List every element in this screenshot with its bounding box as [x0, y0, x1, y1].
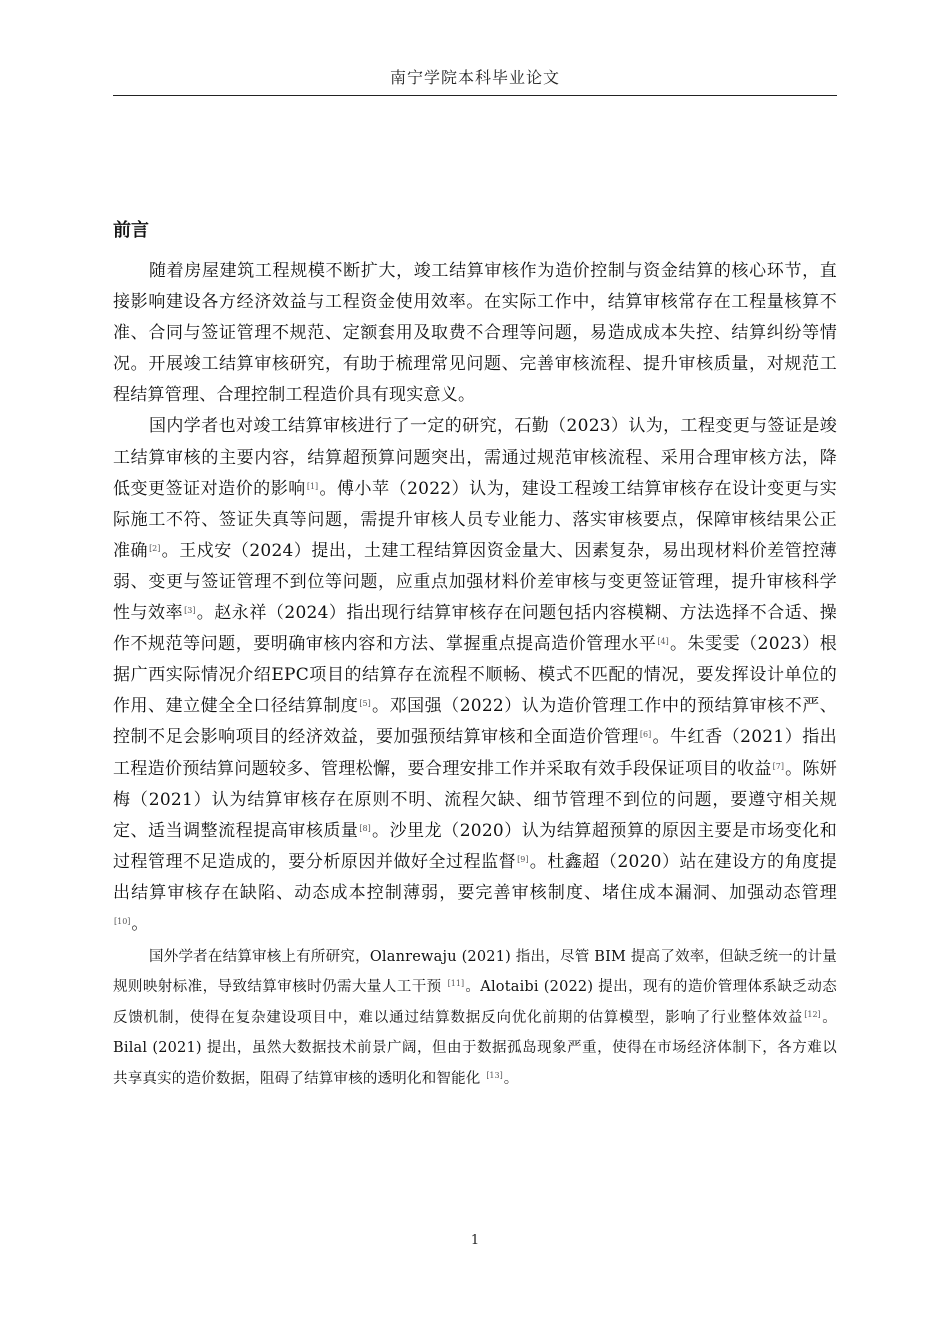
citation-marker: [10] — [114, 916, 131, 926]
citation-marker: [4] — [657, 637, 669, 647]
section-heading: 前言 — [113, 220, 149, 241]
paragraph-text: 。 — [131, 913, 149, 934]
paragraph-domestic-research — [113, 411, 837, 940]
citation-marker: [1] — [306, 481, 319, 491]
paragraph-text: 。赵永祥（2024）指出现行结算审核存在问题包括内容模糊、方法选择不合适、操作不规范等问题，要明确审核内容和方法、掌握重点提高造价管理水平 — [113, 603, 838, 655]
page-number: 1 — [470, 1233, 480, 1248]
citation-marker: [2] — [149, 543, 161, 553]
paragraph-text: 。朱雯雯（2023）根据广西实际情况介绍EPC项目的结算存在流程不顺畅、模式不匹配的情况，要发挥设计单位的作用、建立健全全口径结算制度 — [113, 634, 837, 717]
citation-marker: [3] — [184, 606, 196, 616]
paragraph-text: 。 — [503, 1070, 519, 1087]
paragraph-text: 国外学者在结算审核上有所研究，Olanrewaju (2021) 指出，尽管 BIM 提高了效率，但缺乏统一的计量规则映射标准，导致结算审核时仍需大量人工干预 — [113, 949, 837, 996]
paragraph-text: 。沙里龙（2020）认为结算超预算的原因主要是市场变化和过程管理不足造成的，要分析原因并做好全过程监督 — [113, 820, 838, 872]
paragraph-text: 。Bilal (2021) 提出，虽然大数据技术前景广阔，但由于数据孤岛现象严重，使得在市场经济体制下，各方难以共享真实的造价数据，阻碍了结算审核的透明化和智能化 — [113, 1009, 837, 1087]
citation-marker: [12] — [804, 1009, 821, 1019]
paragraph-text: 。王戍安（2024）提出，土建工程结算因资金量大、因素复杂，易出现材料价差管控薄弱、变更与签证管理不到位等问题，应重点加强材料价差审核与变更签证管理，提升审核科学性与效率 — [113, 540, 838, 624]
paragraph-foreign-research — [113, 942, 837, 1094]
citation-marker: [9] — [517, 854, 529, 864]
citation-marker: [7] — [772, 761, 784, 771]
citation-marker: [13] — [486, 1070, 503, 1080]
paragraph-text: 。Alotaibi (2022) 提出，现有的造价管理体系缺乏动态反馈机制，使得在复杂建设项目中，难以通过结算数据反向优化前期的估算模型，影响了行业整体效益 — [113, 979, 837, 1026]
paragraph-text: 。陈妍梅（2021）认为结算审核存在原则不明、流程欠缺、细节管理不到位的问题，要遵守相关规定、适当调整流程提高审核质量 — [113, 758, 837, 841]
paragraph-text: 。杜鑫超（2020）站在建设方的角度提出结算审核存在缺陷、动态成本控制薄弱，要完善审核制度、堵住成本漏洞、加强动态管理 — [113, 851, 837, 903]
page-header — [113, 62, 837, 96]
paragraph-text: 。傅小苹（2022）认为，建设工程竣工结算审核存在设计变更与实际施工不符、签证失真等问题，需提升审核人员专业能力、落实审核要点，保障审核结果公正准确 — [113, 478, 838, 561]
citation-marker: [6] — [639, 730, 652, 740]
citation-marker: [8] — [359, 823, 371, 833]
paragraph-text: 国内学者也对竣工结算审核进行了一定的研究，石勤（2023）认为，工程变更与签证是竣工结算审核的主要内容，结算超预算问题突出，需通过规范审核流程、采用合理审核方法，降低变更签证对造价的影响 — [113, 416, 837, 499]
citation-marker: [11] — [447, 979, 465, 989]
header-title: 南宁学院本科毕业论文 — [389, 68, 560, 87]
paragraph-text: 。牛红香（2021）指出工程造价预结算问题较多、管理松懈，要合理安排工作并采取有效手段保证项目的收益 — [113, 727, 838, 779]
paragraph-text: 随着房屋建筑工程规模不断扩大，竣工结算审核作为造价控制与资金结算的核心环节，直接影响建设各方经济效益与工程资金使用效率。在实际工作中，结算审核常存在工程量核算不准、合同与签证管理不规范、定额套用及取费不合理等问题，易造成成本失控、结算纠纷等情况。开展竣工结算审核研究，有助于梳理常见问题、完善审核流程、提升审核质量，对规范工程结算管理、合理控制工程造价具有现实意义。 — [113, 261, 837, 406]
body-text — [113, 256, 837, 1094]
citation-marker: [5] — [359, 699, 371, 709]
paragraph-text: 。邓国强（2022）认为造价管理工作中的预结算审核不严、控制不足会影响项目的经济效益，要加强预结算审核和全面造价管理 — [113, 696, 838, 748]
paragraph-intro — [113, 256, 837, 411]
